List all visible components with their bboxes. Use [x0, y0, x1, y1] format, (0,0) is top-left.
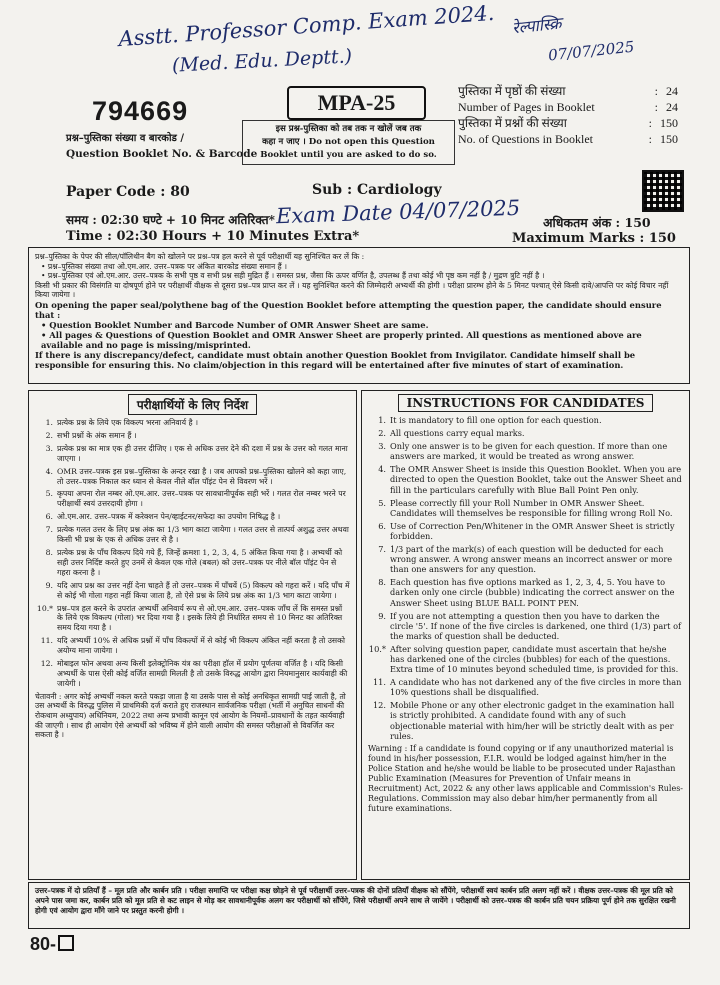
english-instruction-list: [362, 415, 689, 741]
notice-line-3: Booklet until you are asked to do so.: [260, 150, 437, 160]
instruction-number: 5.: [45, 489, 53, 499]
info-value: 150: [660, 132, 678, 146]
instruction-item: [33, 659, 350, 689]
instruction-number: 7.: [378, 544, 386, 555]
instruction-number: 2.: [45, 430, 53, 440]
booklet-number: 794669: [92, 96, 189, 126]
handwritten-title: Asstt. Professor Comp. Exam 2024.: [117, 0, 496, 52]
instruction-number: 2.: [378, 428, 386, 439]
english-instructions: [361, 390, 690, 880]
instruction-text: कृपया अपना रोल नम्बर ओ.एम.आर. उत्तर–पत्रक पर सावधानीपूर्वक सही भरें । गलत रोल नम्बर भरने पर परीक्षार्थी स्वयं उत्तरदायी होगा ।: [57, 489, 346, 509]
instruction-item: [33, 604, 350, 634]
instruction-number: 3.: [378, 441, 386, 452]
instruction-number: 10.*: [368, 643, 386, 654]
paper-code: Paper Code : 80: [66, 184, 190, 200]
time-english: Time : 02:30 Hours + 10 Minutes Extra*: [66, 229, 360, 244]
info-row: पुस्तिका में पृष्ठों की संख्या : 24: [458, 84, 678, 98]
instruction-text: सभी प्रश्नों के अंक समान हैं ।: [57, 430, 137, 440]
instruction-number: 7.: [45, 525, 53, 535]
instruction-item: [366, 521, 683, 541]
paper-series-code: MPA-25: [287, 86, 426, 120]
page-code-text: 80-: [30, 934, 57, 954]
square-icon: [58, 935, 74, 951]
instruction-text: यदि अभ्यर्थी 10% से अधिक प्रश्नों में पाँच विकल्पों में से कोई भी विकल्प अंकित नहीं करता है तो उसको अयोग्य माना जायेगा ।: [57, 636, 345, 656]
instruction-text: यदि आप प्रश्न का उत्तर नहीं देना चाहते हैं तो उत्तर–पत्रक में पाँचवें (5) विकल्प को गहरा करें । यदि पाँच में से कोई भी गोला गहरा नहीं किया जाता है, तो ऐसे प्रश्न के लिये प्रश्न अंक का 1/3 भाग काटा जायेगा ।: [57, 580, 350, 600]
notice-line-1: इस प्रश्न-पुस्तिका को तब तक न खोलें जब तक: [275, 124, 422, 134]
instruction-text: प्रत्येक प्रश्न का मात्र एक ही उत्तर दीजिए । एक से अधिक उत्तर देने की दशा में प्रश्न के उत्तर को गलत माना जाएगा ।: [57, 443, 348, 463]
info-row: Number of Pages in Booklet : 24: [458, 100, 678, 114]
instruction-text: मोबाइल फोन अथवा अन्य किसी इलेक्ट्रोनिक यंत्र का परीक्षा हॉल में प्रयोग पूर्णतया वर्जित है । यदि किसी अभ्यर्थी के पास ऐसी कोई वर्जित सामग्री मिलती है तो उसके विरुद्ध आयोग द्वारा नियमानुसार कार्यवाही की जायेगी ।: [57, 659, 348, 688]
instruction-number: 5.: [378, 497, 386, 508]
footer-note: उत्तर–पत्रक में दो प्रतियाँ हैं – मूल प्रति और कार्बन प्रति । परीक्षा समाप्ति पर परीक्षा कक्ष छोड़ने से पूर्व परीक्षार्थी उत्तर–पत्रक की दोनों प्रतियाँ वीक्षक को सौंपेंगे, परीक्षार्थी स्वयं कार्बन प्रति अलग नहीं करें । वीक्षक उत्तर–पत्रक की मूल प्रति को अपने पास जमा कर, कार्बन प्रति को मूल प्रति से कट लाइन से मोड़ कर सावधानीपूर्वक अलग कर परीक्षार्थी को सौंपेंगे, जिसे परीक्षार्थी अपने साथ ले जायेंगे । परीक्षार्थी को उत्तर–पत्रक की कार्बन प्रति चयन प्रक्रिया पूर्ण होने तक सुरक्षित रखनी होगी एवं आयोग द्वारा माँगे जाने पर प्रस्तुत करनी होगी ।: [28, 882, 690, 929]
do-not-open-notice: [242, 120, 455, 165]
info-label: पुस्तिका में प्रश्नों की संख्या: [458, 116, 567, 130]
info-value: 150: [660, 116, 678, 130]
instruction-number: 12.: [40, 659, 53, 669]
instruction-item: [33, 581, 350, 601]
time-hindi: समय : 02:30 घण्टे + 10 मिनट अतिरिक्त*: [66, 213, 275, 227]
instruction-item: [33, 444, 350, 464]
instruction-item: [33, 512, 350, 522]
instruction-item: [366, 415, 683, 425]
instruction-item: [366, 644, 683, 674]
instruction-item: [33, 431, 350, 441]
instruction-number: 10.*: [36, 603, 53, 613]
instruction-item: [33, 636, 350, 656]
instruction-text: Each question has five options marked as 1, 2, 3, 4, 5. You have to darken only one circle (bubble) indicating the correct answer on the Answer Sheet using BLUE BALL POINT PEN.: [390, 577, 675, 608]
hindi-instruction-list: [29, 418, 356, 689]
instruction-item: [366, 677, 683, 697]
handwritten-note: रेल्पास्क्रि: [511, 13, 563, 38]
instruction-number: 12.: [372, 700, 386, 711]
instruction-text: प्रत्येक गलत उत्तर के लिए प्रश्न अंक का 1/3 भाग काटा जायेगा । गलत उत्तर से तात्पर्य अशुद्ध उत्तर अथवा किसी भी प्रश्न के एक से अधिक उत्तर से है ।: [57, 525, 349, 545]
instruction-item: [33, 467, 350, 487]
instruction-number: 8.: [45, 547, 53, 557]
booklet-info: [458, 83, 678, 147]
instruction-text: After solving question paper, candidate must ascertain that he/she has darkened one of the circles (bubbles) for each of the questions. Extra time of 10 minutes beyond scheduled time, is provided for this.: [390, 643, 679, 675]
instruction-item: [33, 548, 350, 578]
page-code: [30, 934, 74, 955]
instruction-item: [366, 464, 683, 494]
intro-english-bullet: • Question Booklet Number and Barcode Number of OMR Answer Sheet are same.: [41, 319, 429, 330]
instruction-text: If you are not attempting a question then you have to darken the circle '5'. If none of the five circles is darkened, one third (1/3) part of the marks of question shall be deducted.: [390, 610, 682, 641]
hindi-instructions-heading: परीक्षार्थियों के लिए निर्देश: [128, 394, 257, 415]
instruction-item: [366, 700, 683, 740]
instruction-item: [366, 498, 683, 518]
instruction-item: [33, 525, 350, 545]
info-label: Number of Pages in Booklet: [458, 100, 595, 114]
handwritten-exam-date: Exam Date 04/07/2025: [275, 195, 521, 229]
instruction-text: Please correctly fill your Roll Number in OMR Answer Sheet. Candidates will themselves be responsible for filling wrong Roll No.: [390, 497, 673, 518]
instruction-text: The OMR Answer Sheet is inside this Question Booklet. When you are directed to open the Question Booklet, take out the Answer Sheet and fill in the particulars carefully with Blue Ball Point Pen only.: [390, 464, 682, 495]
subject: Sub : Cardiology: [312, 182, 442, 198]
instruction-number: 11.: [40, 636, 53, 646]
instruction-number: 1.: [378, 415, 386, 425]
info-label: पुस्तिका में पृष्ठों की संख्या: [458, 84, 566, 98]
instruction-number: 6.: [378, 520, 386, 531]
instruction-number: 4.: [378, 464, 386, 475]
instruction-text: OMR उत्तर–पत्रक इस प्रश्न–पुस्तिका के अन्दर रखा है । जब आपको प्रश्न–पुस्तिका खोलने को कहा जाए, तो उत्तर–पत्रक निकाल कर ध्यान से केवल नीले बॉल पॉइंट पेन से विवरण भरें ।: [57, 466, 347, 486]
instruction-text: Mobile Phone or any other electronic gadget in the examination hall is strictly prohibited. A candidate found with any of such objectionable material with him/her will be strictly dealt with as per rules.: [390, 700, 675, 741]
instruction-item: [366, 441, 683, 461]
instruction-number: 1.: [45, 418, 53, 427]
instruction-number: 9.: [45, 580, 53, 590]
instruction-text: Only one answer is to be given for each question. If more than one answers are marked, it would be treated as wrong answer.: [390, 441, 668, 462]
instruction-item: [366, 577, 683, 607]
instruction-item: [366, 544, 683, 574]
booklet-label-hindi: प्रश्न–पुस्तिका संख्या व बारकोड /: [66, 133, 185, 144]
max-marks-english: Maximum Marks : 150: [512, 231, 676, 246]
instruction-text: It is mandatory to fill one option for each question.: [390, 415, 602, 425]
intro-hindi-bullet: • प्रश्न–पुस्तिका एवं ओ.एम.आर. उत्तर–पत्रक के सभी पृष्ठ व सभी प्रश्न सही मुद्रित हैं । समस्त प्रश्न, जैसा कि ऊपर वर्णित है, उपलब्ध हैं तथा कोई भी पृष्ठ कम नहीं है / मुद्रण त्रुटि नहीं है ।: [41, 271, 545, 280]
instruction-item: [33, 489, 350, 509]
intro-hindi-bullet: • प्रश्न–पुस्तिका संख्या तथा ओ.एम.आर. उत्तर–पत्रक पर अंकित बारकोड संख्या समान हैं ।: [41, 261, 287, 271]
info-value: 24: [666, 84, 678, 98]
instruction-number: 9.: [378, 610, 386, 621]
intro-hindi-2: किसी भी प्रकार की विसंगति या दोषपूर्ण होने पर परीक्षार्थी वीक्षक से दूसरा प्रश्न–पत्र प्राप्त कर लें । यह सुनिश्चित करने की जिम्मेदारी अभ्यर्थी की होगी । परीक्षा प्रारम्भ होने के 5 मिनट पश्चात् ऐसे किसी दावे/आपत्ति पर कोई विचार नहीं किया जायेगा ।: [35, 280, 669, 299]
intro-english-2: If there is any discrepancy/defect, candidate must obtain another Question Booklet from Invigilator. Candidate himself shall be responsible for ensuring this. No claim/objection in this regard will be entertained after five minutes of start of examination.: [35, 349, 636, 370]
instruction-text: A candidate who has not darkened any of the five circles in more than 10% questions shall be disqualified.: [390, 677, 682, 698]
english-instructions-heading: INSTRUCTIONS FOR CANDIDATES: [398, 394, 654, 412]
info-label: No. of Questions in Booklet: [458, 132, 593, 146]
instruction-number: 6.: [45, 512, 53, 522]
instruction-text: All questions carry equal marks.: [390, 428, 525, 439]
notice-line-2: कहा न जाए । Do not open this Question: [262, 137, 435, 147]
instruction-text: 1/3 part of the mark(s) of each question will be deducted for each wrong answer. A wrong answer means an incorrect answer or more than one answers for any question.: [390, 544, 673, 575]
info-value: 24: [666, 100, 678, 114]
hindi-warning: चेतावनी : अगर कोई अभ्यर्थी नकल करते पकड़ा जाता है या उसके पास से कोई अनधिकृत सामग्री पाई जाती है, तो उस अभ्यर्थी के विरुद्ध पुलिस में प्राथमिकी दर्ज कराते हुए राजस्थान सार्वजनिक परीक्षा (भर्ती में अनुचित साधनों की रोकथाम अध्युपाय) अधिनियम, 2022 तथा अन्य प्रभावी कानून एवं आयोग के नियमों–प्रावधानों के तहत कार्यवाही की जाएगी । साथ ही आयोग ऐसे अभ्यर्थी को भविष्य में होने वाली आयोग की समस्त परीक्षाओं से विवर्जित कर सकता है ।: [35, 691, 346, 740]
instruction-item: [366, 428, 683, 438]
info-row: No. of Questions in Booklet : 150: [458, 132, 678, 146]
instruction-number: 3.: [45, 443, 53, 453]
intro-english-bullet: • All pages & Questions of Question Booklet and OMR Answer Sheet are properly printed. All questions as mentioned above are available and no page is missing/misprinted.: [41, 329, 642, 350]
handwritten-department: (Med. Edu. Deptt.): [171, 45, 353, 77]
instruction-number: 8.: [378, 577, 386, 588]
intro-hindi-1: प्रश्न–पुस्तिका के पेपर की सील/पॉलिथीन बैग को खोलने पर प्रश्न–पत्र हल करने से पूर्व परीक्षार्थी यह सुनिश्चित कर लें कि :: [35, 252, 365, 261]
instruction-text: प्रश्न–पत्र हल करने के उपरांत अभ्यर्थी अनिवार्य रूप से ओ.एम.आर. उत्तर–पत्रक जाँच लें कि समस्त प्रश्नों के लिये एक विकल्प (गोला) भर दिया गया है । इसके लिये ही निर्धारित समय से 10 मिनट का अतिरिक्त समय दिया गया है ।: [57, 603, 343, 633]
instruction-item: [366, 611, 683, 641]
handwritten-date: 07/07/2025: [547, 37, 636, 65]
intro-english-1: On opening the paper seal/polythene bag of the Question Booklet before attempting the question paper, the candidate should ensure that :: [35, 299, 662, 320]
booklet-label-english: Question Booklet No. & Barcode: [66, 148, 258, 160]
info-row: पुस्तिका में प्रश्नों की संख्या : 150: [458, 116, 678, 130]
instruction-item: [33, 418, 350, 428]
instruction-number: 11.: [372, 677, 386, 688]
english-warning: Warning : If a candidate is found copying or if any unauthorized material is found in his/her possession, F.I.R. would be lodged against him/her in the Police Station and he/she would be liable to be prosecuted under Rajasthan Public Examination (Measures for Prevention of Unfair means in Recruitment) Act, 2022 & any other laws applicable and Commission's Rules-Regulations. Commission may also debar him/her permanently from all future examinations.: [368, 743, 684, 813]
instruction-number: 4.: [45, 466, 53, 476]
instruction-text: Use of Correction Pen/Whitener in the OMR Answer Sheet is strictly forbidden.: [390, 520, 675, 541]
intro-instructions: [28, 247, 690, 384]
max-marks-hindi: अधिकतम अंक : 150: [543, 215, 651, 230]
instruction-text: प्रत्येक प्रश्न के लिये एक विकल्प भरना अनिवार्य है ।: [57, 418, 198, 427]
hindi-instructions: [28, 390, 357, 880]
instruction-text: ओ.एम.आर. उत्तर–पत्रक में करेक्शन पेन/व्हाईटनर/सफेदा का उपयोग निषिद्ध है ।: [57, 512, 281, 522]
instruction-text: प्रत्येक प्रश्न के पाँच विकल्प दिये गये हैं, जिन्हें क्रमशः 1, 2, 3, 4, 5 अंकित किया गया है । अभ्यर्थी को सही उत्तर निर्दिष्ट करते हुए उनमें से केवल एक गोले (बबल) को उत्तर–पत्रक पर नीले बॉल पॉइंट पेन से गहरा करना है ।: [57, 547, 343, 577]
qr-code-icon: [642, 170, 684, 212]
